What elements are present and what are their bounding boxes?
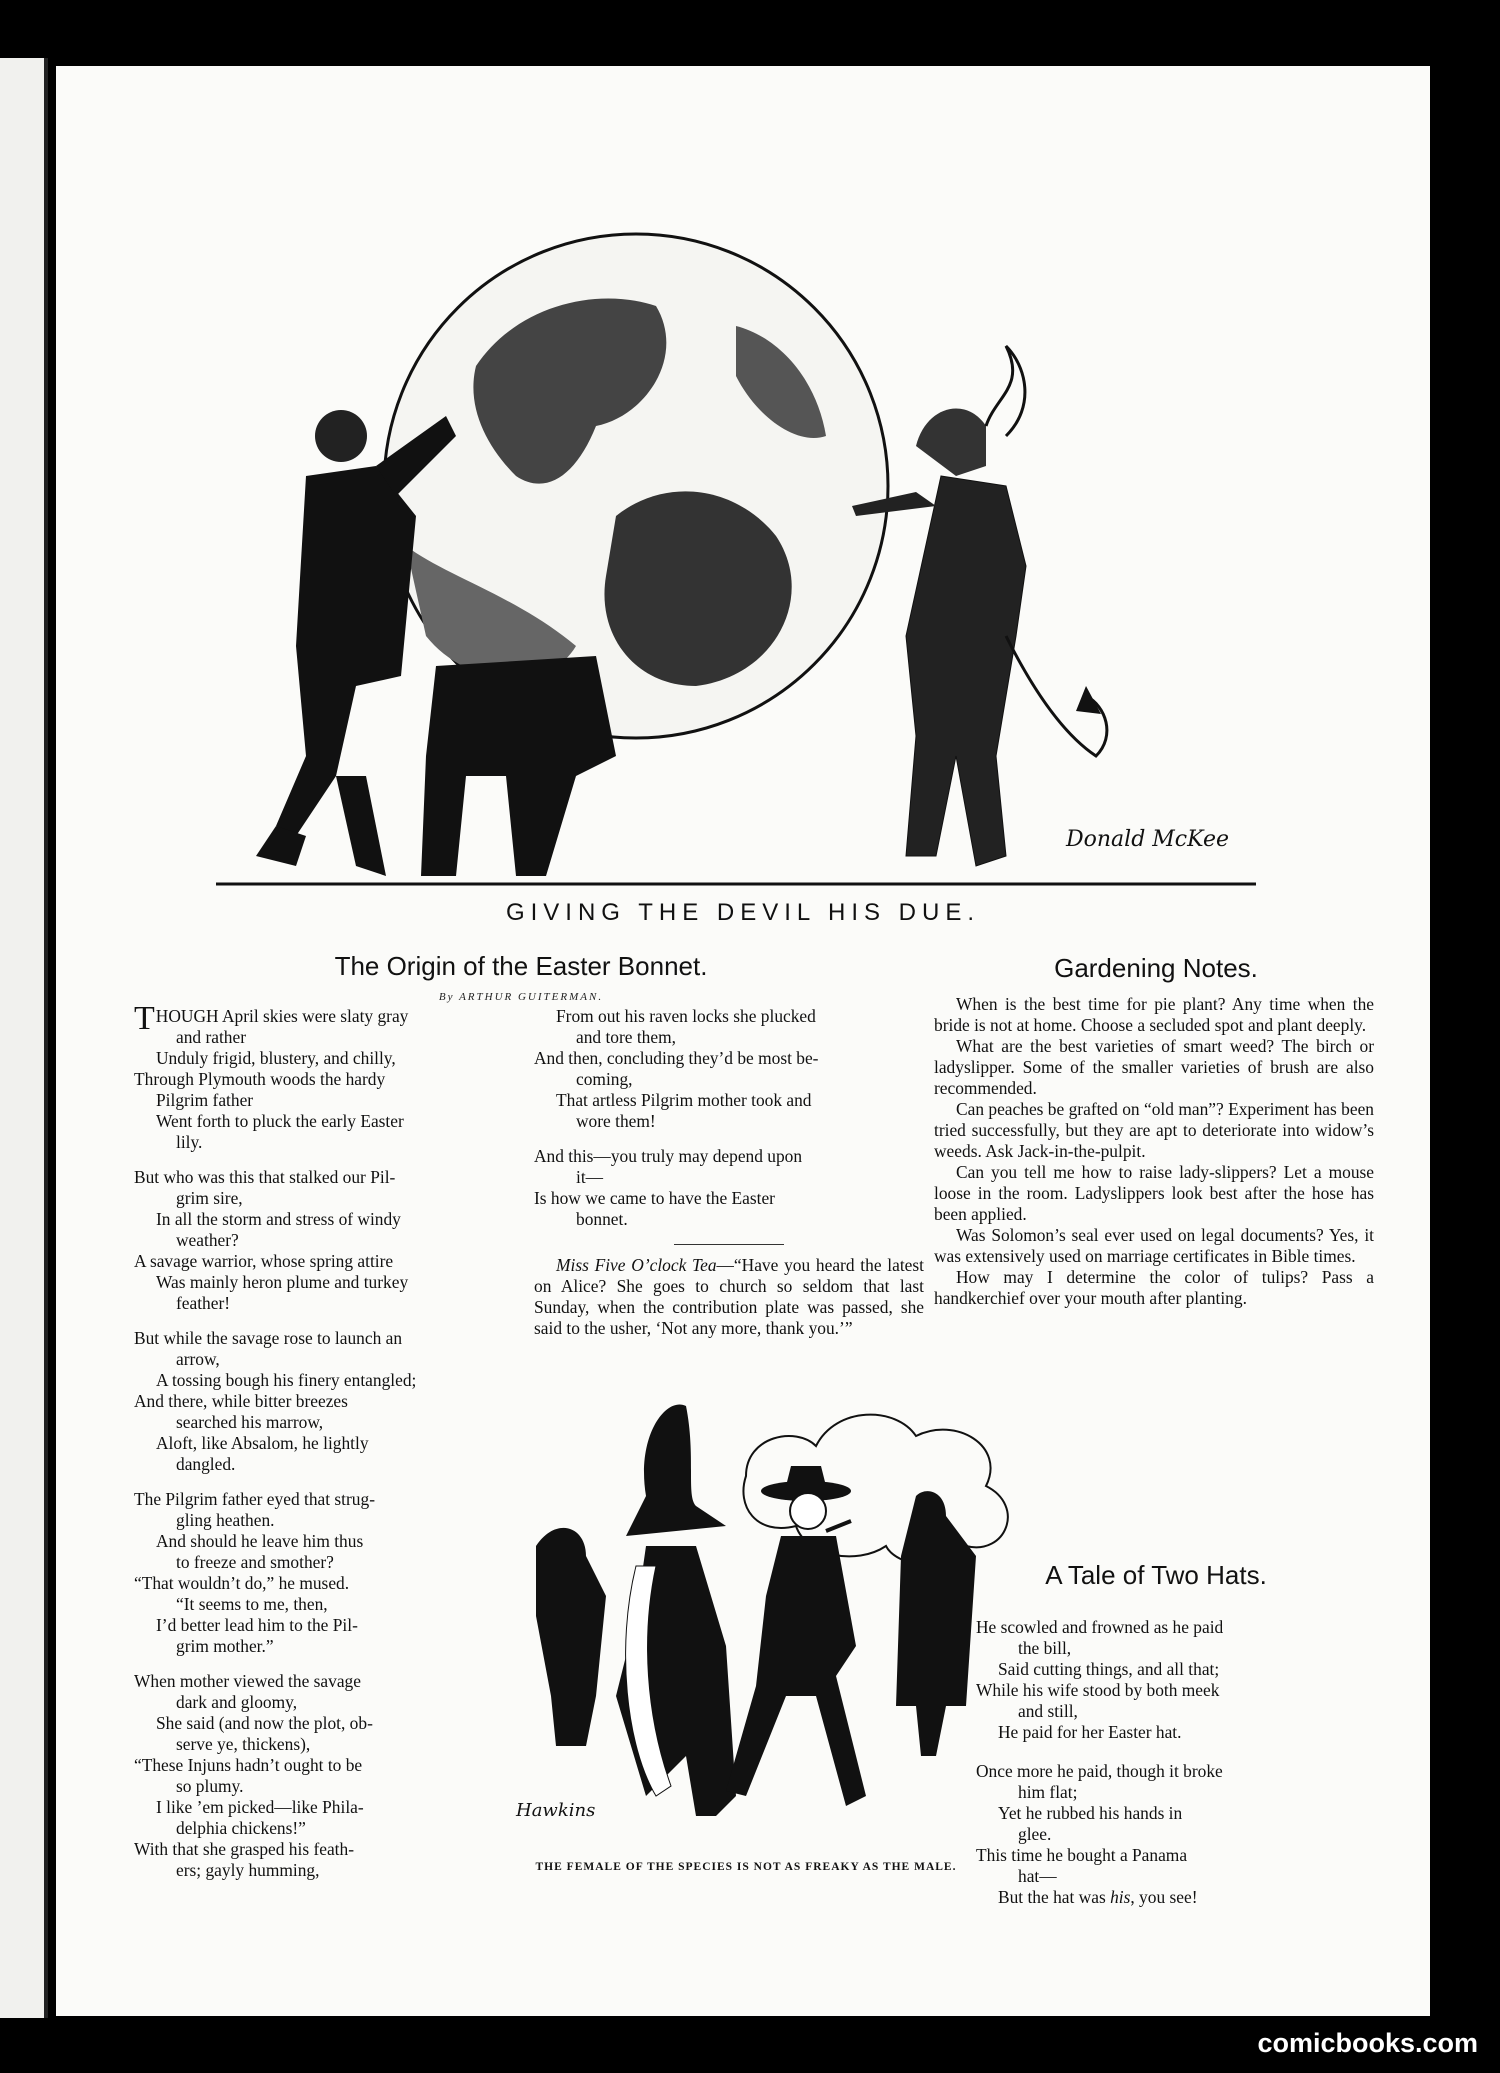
poem-line: hat— — [1018, 1865, 1057, 1886]
poem-stanza — [134, 1671, 496, 1881]
poem-line: wore them! — [576, 1111, 656, 1131]
poem-line: searched his marrow, — [176, 1412, 324, 1432]
poem-stanza — [134, 1489, 496, 1657]
poem-line: weather? — [176, 1230, 239, 1250]
poem-stanza — [134, 1167, 496, 1314]
poem-stanza — [134, 1000, 496, 1153]
poem-line: it— — [576, 1167, 604, 1187]
poem-line: But while the savage rose to launch an — [134, 1328, 403, 1348]
poem-stanza — [534, 1006, 924, 1132]
hats-title: A Tale of Two Hats. — [1045, 1560, 1267, 1590]
bottom-cartoon-signature: Hawkins — [516, 1800, 596, 1821]
poem-line: the bill, — [1018, 1638, 1072, 1659]
gardening-paragraph: Can peaches be grafted on “old man”? Experiment has been tried successfully, but they are apt to deteriorate into widow’s weeds. Ask Jack-in-the-pulpit. — [934, 1099, 1374, 1161]
poem-stanza — [534, 1146, 924, 1230]
poem-line: “These Injuns hadn’t ought to be — [134, 1755, 363, 1775]
poem-column-2 — [534, 1006, 924, 1339]
poem-line: Went forth to pluck the early Easter — [156, 1111, 404, 1131]
poem-line: feather! — [176, 1293, 231, 1313]
poem-line: Once more he paid, though it broke — [976, 1760, 1223, 1781]
poem-line: This time he bought a Panama — [976, 1844, 1188, 1865]
poem-line: gling heathen. — [176, 1510, 275, 1530]
poem-line: In all the storm and stress of windy — [156, 1209, 401, 1229]
poem-line: A tossing bough his finery entangled; — [156, 1370, 417, 1390]
poem-line: so plumy. — [176, 1776, 244, 1796]
top-cartoon-signature: Donald McKee — [1066, 827, 1230, 852]
poem-line: grim sire, — [176, 1188, 243, 1208]
poem-line: I like ’em picked—like Phila- — [156, 1797, 364, 1817]
poem-line: dangled. — [176, 1454, 236, 1474]
poem-line: and still, — [1018, 1701, 1078, 1722]
poem-line: Pilgrim father — [156, 1090, 254, 1110]
poem-line: dark and gloomy, — [176, 1692, 298, 1712]
poem-line: and tore them, — [576, 1027, 676, 1047]
poem-line: A savage warrior, whose spring attire — [134, 1251, 394, 1271]
poem-line: She said (and now the plot, ob- — [156, 1713, 373, 1733]
origin-title: The Origin of the Easter Bonnet. — [334, 951, 708, 981]
poem-line: ers; gayly humming, — [176, 1860, 320, 1880]
poem-stanza — [134, 1328, 496, 1475]
poem-stanza — [976, 1617, 1356, 1743]
poem-column-1 — [134, 1000, 496, 1895]
poem-line: lily. — [176, 1132, 203, 1152]
poem-line: He scowled and frowned as he paid — [976, 1617, 1224, 1638]
poem-line: Is how we came to have the Easter — [534, 1188, 775, 1208]
poem-line: While his wife stood by both meek — [976, 1680, 1220, 1701]
top-cartoon-caption: GIVING THE DEVIL HIS DUE. — [505, 899, 981, 926]
devil-cartoon-illustration — [216, 216, 1316, 896]
poem-line: glee. — [1018, 1823, 1052, 1844]
watermark: comicbooks.com — [1257, 2028, 1478, 2058]
divider-rule — [674, 1244, 784, 1245]
poem-line: arrow, — [176, 1349, 220, 1369]
bottom-cartoon-caption: THE FEMALE OF THE SPECIES IS NOT AS FREAKY AS THE MALE. — [535, 1861, 957, 1873]
gardening-column — [934, 994, 1374, 1309]
poem-line: Through Plymouth woods the hardy — [134, 1069, 386, 1089]
poem-line: and rather — [176, 1027, 247, 1047]
poem-line: I’d better lead him to the Pil- — [156, 1615, 358, 1635]
poem-line: But the hat was his, you see! — [998, 1886, 1198, 1907]
poem-line: serve ye, thickens), — [176, 1734, 311, 1754]
poem-line: When mother viewed the savage — [134, 1671, 361, 1691]
poem-line: to freeze and smother? — [176, 1552, 334, 1572]
poem-line: From out his raven locks she plucked — [556, 1006, 816, 1026]
origin-byline: By ARTHUR GUITERMAN. — [438, 991, 604, 1003]
poem-line: The Pilgrim father eyed that strug- — [134, 1489, 375, 1509]
poem-line: “It seems to me, then, — [176, 1594, 328, 1614]
gardening-paragraph: When is the best time for pie plant? Any time when the bride is not at home. Choose a secluded spot and plant deeply. — [934, 994, 1374, 1035]
previous-page-edge — [0, 58, 48, 2018]
poem-line: That artless Pilgrim mother took and — [556, 1090, 812, 1110]
poem-line: coming, — [576, 1069, 633, 1089]
gardening-paragraph: What are the best varieties of smart weed? The birch or ladyslipper. Some of the smaller varieties of brush are also recommended. — [934, 1036, 1374, 1098]
poem-line: And there, while bitter breezes — [134, 1391, 348, 1411]
poem-line: THOUGH April skies were slaty gray — [134, 1000, 409, 1037]
poem-line: Aloft, like Absalom, he lightly — [156, 1433, 369, 1453]
poem-line: Said cutting things, and all that; — [998, 1659, 1220, 1680]
poem-line: With that she grasped his feath- — [134, 1839, 354, 1859]
poem-line: grim mother.” — [176, 1636, 274, 1656]
joke-text: —“Have you heard the latest on Alice? She goes to church so seldom that last Sunday, when the contribution plate was passed, she said to the usher, ‘Not any more, thank you.’” — [534, 1255, 924, 1338]
poem-line: Unduly frigid, blustery, and chilly, — [156, 1048, 396, 1068]
poem-line: He paid for her Easter hat. — [998, 1722, 1182, 1743]
gardening-paragraph: How may I determine the color of tulips? Pass a handkerchief over your mouth after planting. — [934, 1267, 1374, 1308]
poem-line: But who was this that stalked our Pil- — [134, 1167, 396, 1187]
drop-cap: T — [134, 1000, 155, 1037]
joke-speaker: Miss Five O’clock Tea — [556, 1255, 717, 1275]
magazine-page — [56, 66, 1430, 2016]
poem-stanza — [976, 1761, 1356, 1908]
poem-line: Was mainly heron plume and turkey — [156, 1272, 409, 1292]
poem-line: “That wouldn’t do,” he mused. — [134, 1573, 350, 1593]
fashion-cartoon-illustration — [496, 1396, 1056, 1856]
hats-poem — [976, 1600, 1356, 1922]
joke-paragraph — [534, 1255, 924, 1339]
poem-line: And this—you truly may depend upon — [534, 1146, 803, 1166]
gardening-paragraph: Can you tell me how to raise lady-slippers? Let a mouse loose in the room. Ladyslippers look best after the hose has been applied. — [934, 1162, 1374, 1224]
poem-line: bonnet. — [576, 1209, 628, 1229]
poem-line: him flat; — [1018, 1781, 1078, 1802]
gardening-paragraph: Was Solomon’s seal ever used on legal documents? Yes, it was extensively used on marriage certificates in Bible times. — [934, 1225, 1374, 1266]
poem-line: Yet he rubbed his hands in — [998, 1802, 1183, 1823]
gardening-title: Gardening Notes. — [1054, 953, 1258, 983]
poem-line: And should he leave him thus — [156, 1531, 364, 1551]
poem-line: delphia chickens!” — [176, 1818, 306, 1838]
poem-line: And then, concluding they’d be most be- — [534, 1048, 819, 1068]
